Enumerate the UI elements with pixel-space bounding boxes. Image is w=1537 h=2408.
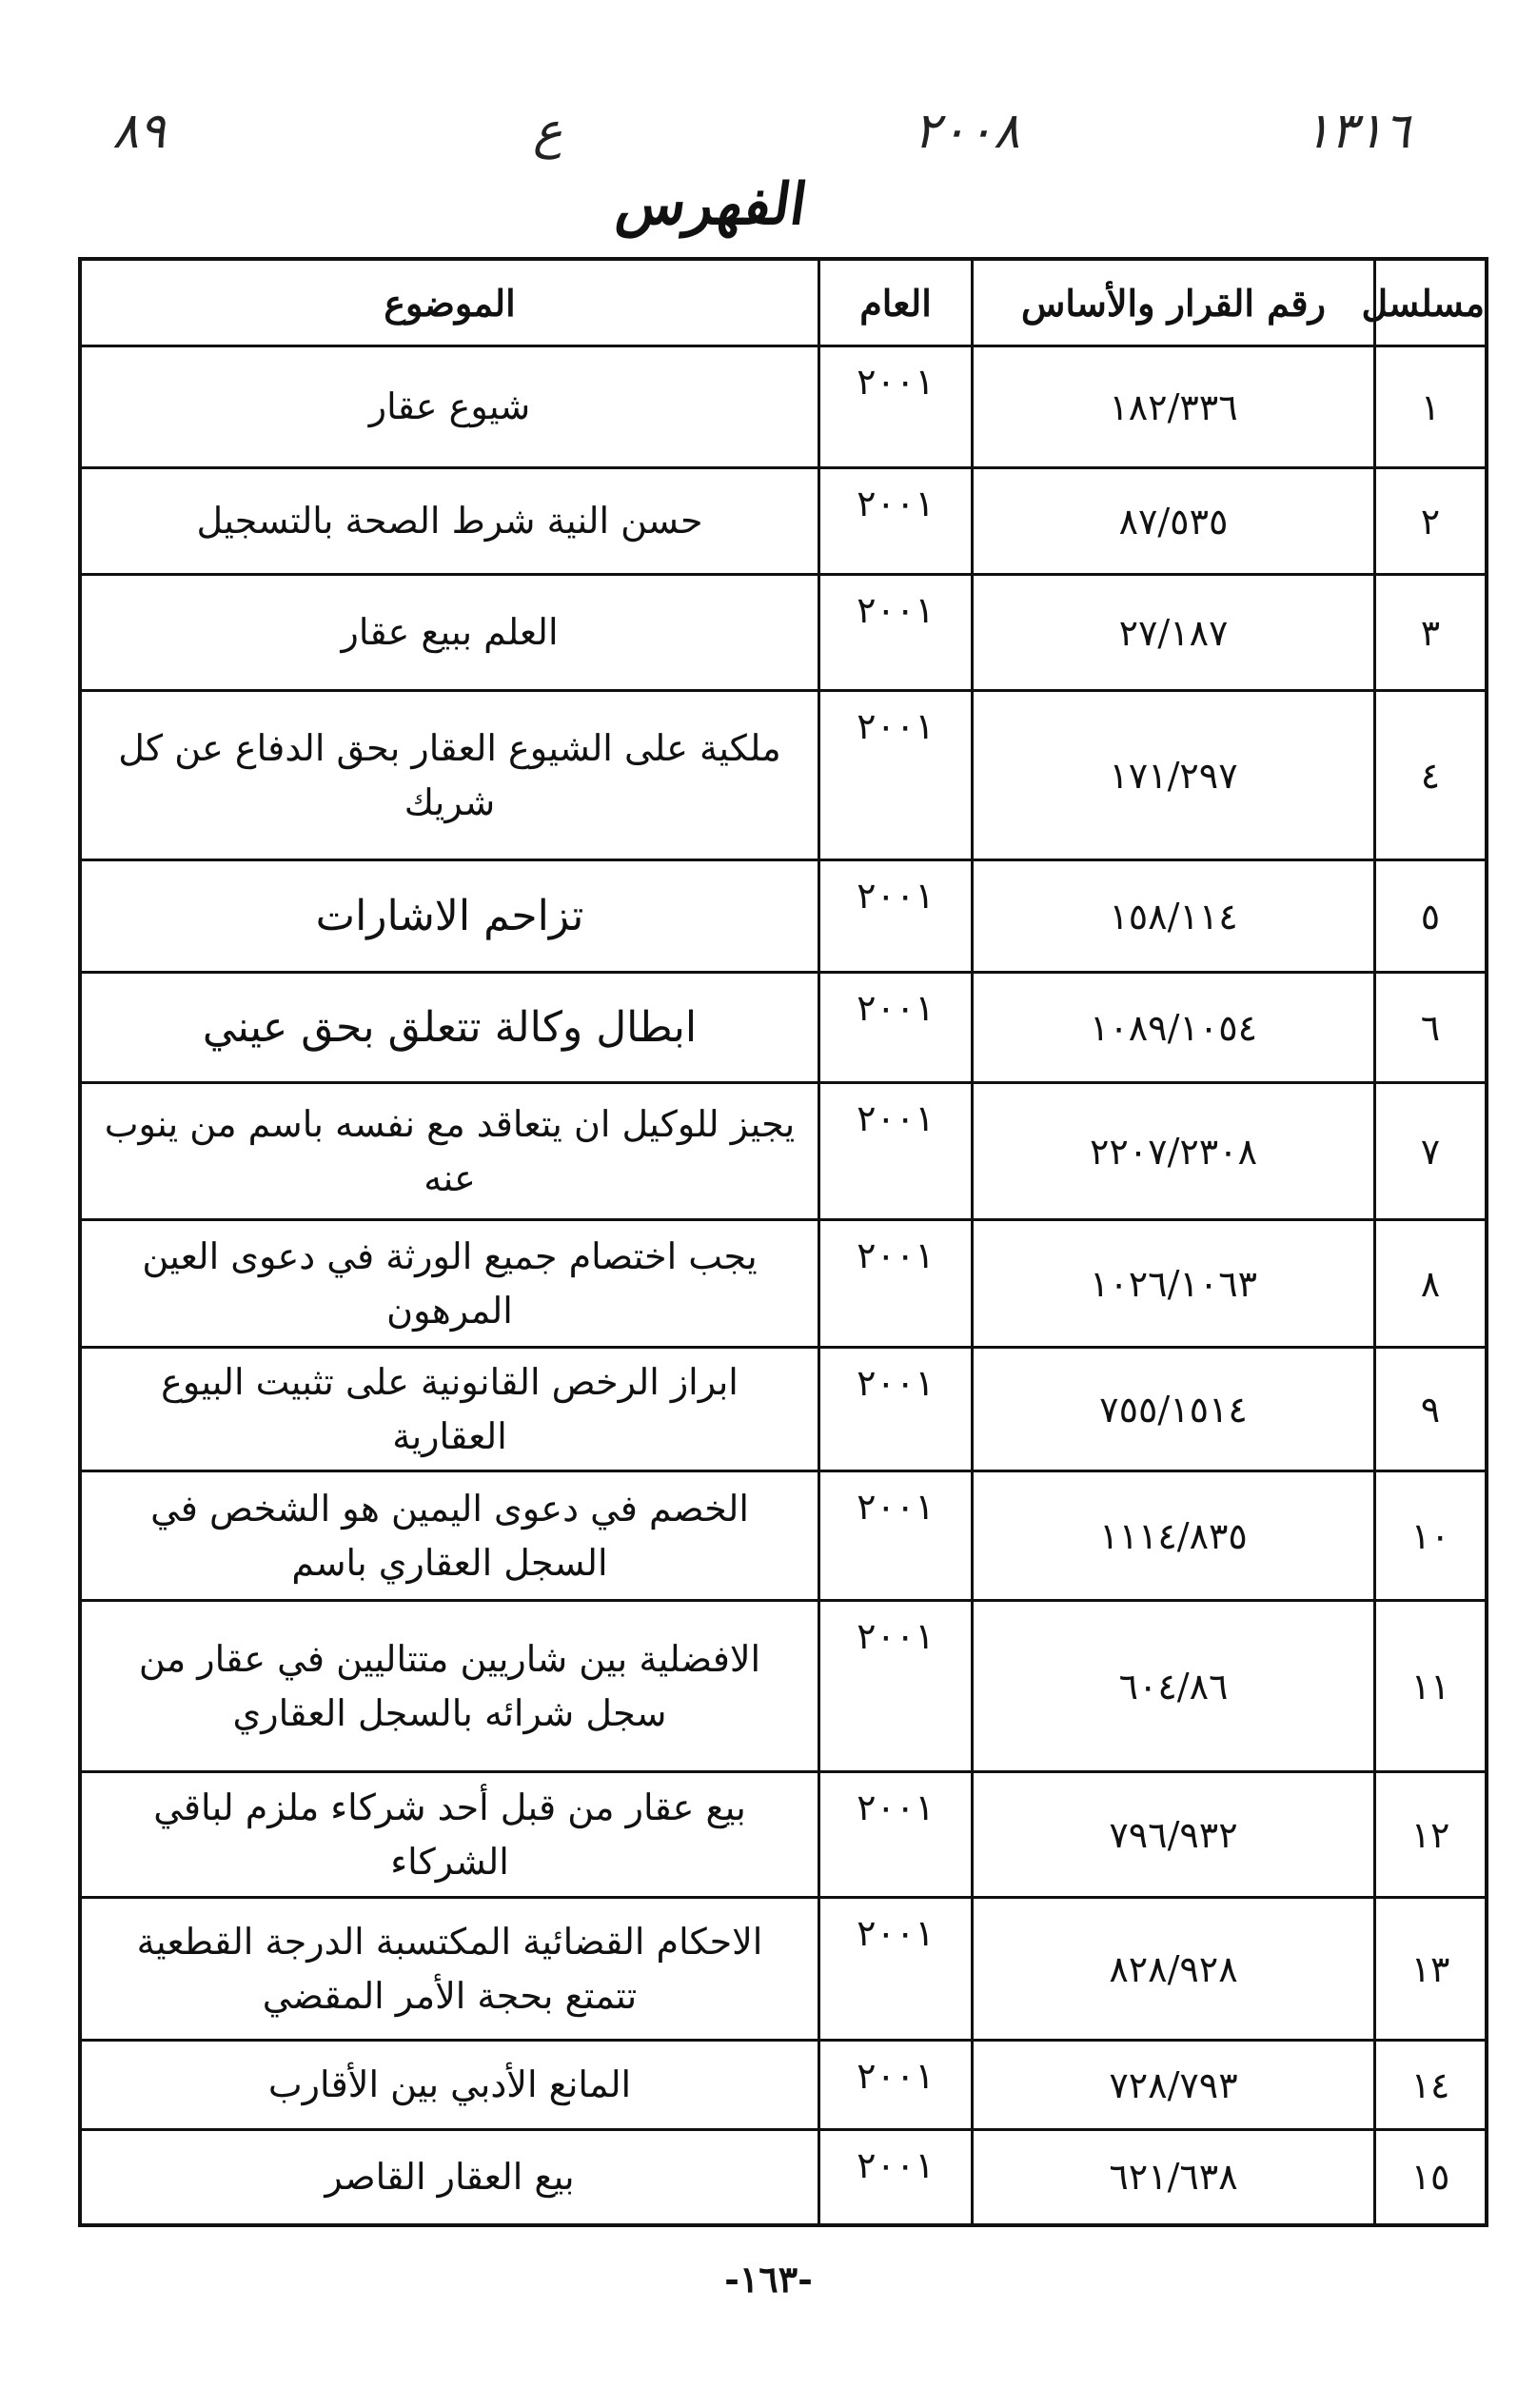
cell-topic: ابراز الرخص القانونية على تثبيت البيوع العقارية xyxy=(80,1348,819,1471)
cell-ref: ١١١٤/٨٣٥ xyxy=(973,1471,1375,1601)
cell-topic: يجب اختصام جميع الورثة في دعوى العين المرهون xyxy=(80,1220,819,1348)
cell-year: ٢٠٠١ xyxy=(819,1772,973,1898)
cell-year: ٢٠٠١ xyxy=(819,1898,973,2041)
cell-topic: الاحكام القضائية المكتسبة الدرجة القطعية تتمتع بحجة الأمر المقضي xyxy=(80,1898,819,2041)
cell-ref: ١٠٨٩/١٠٥٤ xyxy=(973,973,1375,1083)
page-title-text: الفهرس xyxy=(611,171,812,238)
cell-serial: ٥ xyxy=(1375,860,1488,973)
cell-topic: المانع الأدبي بين الأقارب xyxy=(80,2041,819,2130)
header-serial: مسلسل xyxy=(1375,259,1488,346)
page-title xyxy=(0,171,1537,238)
table-row xyxy=(80,1348,1487,1471)
cell-serial: ١٥ xyxy=(1375,2130,1488,2225)
table-row xyxy=(80,1772,1487,1898)
cell-ref: ٦٠٤/٨٦ xyxy=(973,1601,1375,1772)
cell-ref: ٧٥٥/١٥١٤ xyxy=(973,1348,1375,1471)
cell-year: ٢٠٠١ xyxy=(819,346,973,468)
cell-ref: ١٥٨/١١٤ xyxy=(973,860,1375,973)
cell-serial: ٩ xyxy=(1375,1348,1488,1471)
cell-serial: ٦ xyxy=(1375,973,1488,1083)
cell-serial: ١٢ xyxy=(1375,1772,1488,1898)
cell-ref: ٦٢١/٦٣٨ xyxy=(973,2130,1375,2225)
header-year: العام xyxy=(819,259,973,346)
cell-topic: بيع عقار من قبل أحد شركاء ملزم لباقي الشركاء xyxy=(80,1772,819,1898)
cell-topic: الافضلية بين شاريين متتاليين في عقار من سجل شرائه بالسجل العقاري xyxy=(80,1601,819,1772)
table-row xyxy=(80,973,1487,1083)
cell-year: ٢٠٠١ xyxy=(819,1471,973,1601)
table-row xyxy=(80,1220,1487,1348)
cell-topic: الخصم في دعوى اليمين هو الشخص في السجل العقاري باسم xyxy=(80,1471,819,1601)
cell-topic: العلم ببيع عقار xyxy=(80,575,819,691)
cell-topic: ملكية على الشيوع العقار بحق الدفاع عن كل شريك xyxy=(80,691,819,860)
handwritten-note-left: ٨٩ xyxy=(112,103,166,160)
cell-year: ٢٠٠١ xyxy=(819,860,973,973)
cell-serial: ٤ xyxy=(1375,691,1488,860)
handwritten-note-initial: ع xyxy=(533,103,563,160)
table-row xyxy=(80,2130,1487,2225)
cell-year: ٢٠٠١ xyxy=(819,1220,973,1348)
cell-serial: ١٠ xyxy=(1375,1471,1488,1601)
cell-ref: ٨٧/٥٣٥ xyxy=(973,468,1375,575)
cell-serial: ٢ xyxy=(1375,468,1488,575)
table-row xyxy=(80,1601,1487,1772)
cell-topic: ابطال وكالة تتعلق بحق عيني xyxy=(80,973,819,1083)
cell-year: ٢٠٠١ xyxy=(819,1083,973,1220)
cell-serial: ١ xyxy=(1375,346,1488,468)
cell-topic: تزاحم الاشارات xyxy=(80,860,819,973)
cell-year: ٢٠٠١ xyxy=(819,1348,973,1471)
cell-year: ٢٠٠١ xyxy=(819,2041,973,2130)
cell-year: ٢٠٠١ xyxy=(819,973,973,1083)
cell-serial: ٨ xyxy=(1375,1220,1488,1348)
table-row xyxy=(80,1471,1487,1601)
cell-serial: ١٤ xyxy=(1375,2041,1488,2130)
table-header-row xyxy=(80,259,1487,346)
cell-serial: ٧ xyxy=(1375,1083,1488,1220)
table-row xyxy=(80,575,1487,691)
cell-year: ٢٠٠١ xyxy=(819,1601,973,1772)
handwritten-note-year: ٢٠٠٨ xyxy=(914,103,1020,160)
cell-year: ٢٠٠١ xyxy=(819,691,973,860)
cell-serial: ٣ xyxy=(1375,575,1488,691)
table-row xyxy=(80,468,1487,575)
cell-ref: ٧٢٨/٧٩٣ xyxy=(973,2041,1375,2130)
cell-ref: ٧٩٦/٩٣٢ xyxy=(973,1772,1375,1898)
cell-topic: شيوع عقار xyxy=(80,346,819,468)
cell-serial: ١٣ xyxy=(1375,1898,1488,2041)
cell-ref: ٨٢٨/٩٢٨ xyxy=(973,1898,1375,2041)
cell-year: ٢٠٠١ xyxy=(819,2130,973,2225)
cell-ref: ٢٢٠٧/٢٣٠٨ xyxy=(973,1083,1375,1220)
table-row xyxy=(80,346,1487,468)
handwritten-note-right: ١٣١٦ xyxy=(1304,103,1410,160)
cell-ref: ١٠٢٦/١٠٦٣ xyxy=(973,1220,1375,1348)
header-ref: رقم القرار والأساس xyxy=(973,259,1375,346)
table-row xyxy=(80,2041,1487,2130)
cell-topic: يجيز للوكيل ان يتعاقد مع نفسه باسم من ينوب عنه xyxy=(80,1083,819,1220)
index-table xyxy=(78,257,1488,2227)
cell-ref: ١٧١/٢٩٧ xyxy=(973,691,1375,860)
cell-ref: ١٨٢/٣٣٦ xyxy=(973,346,1375,468)
cell-year: ٢٠٠١ xyxy=(819,468,973,575)
cell-year: ٢٠٠١ xyxy=(819,575,973,691)
table-row xyxy=(80,860,1487,973)
cell-topic: حسن النية شرط الصحة بالتسجيل xyxy=(80,468,819,575)
cell-serial: ١١ xyxy=(1375,1601,1488,1772)
table-row xyxy=(80,1898,1487,2041)
page-number: -١٦٣- xyxy=(724,2258,813,2300)
cell-topic: بيع العقار القاصر xyxy=(80,2130,819,2225)
header-topic: الموضوع xyxy=(80,259,819,346)
table-row xyxy=(80,1083,1487,1220)
cell-ref: ٢٧/١٨٧ xyxy=(973,575,1375,691)
table-row xyxy=(80,691,1487,860)
